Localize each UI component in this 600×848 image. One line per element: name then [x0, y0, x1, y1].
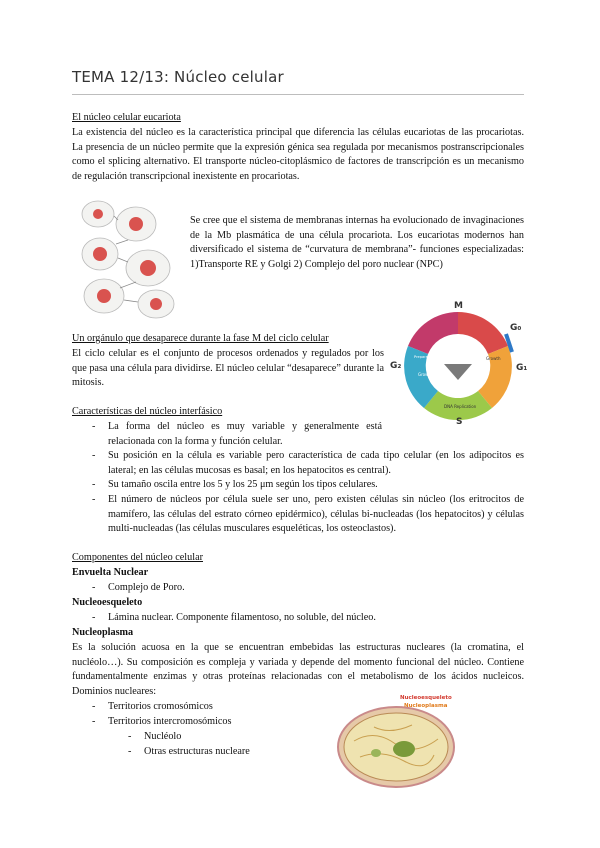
domain-item-interchromosomal: Territorios intercromosómicos — [108, 716, 232, 727]
nucleoskeleton-item: Lámina nuclear. Componente filamentoso, no soluble, del núcleo. — [108, 612, 376, 623]
subdomain-item-nucleolus: Nucléolo — [144, 731, 182, 742]
phase-s-label: S — [456, 417, 463, 426]
components-heading: Componentes del núcleo celular — [72, 552, 203, 563]
features-heading: Características del núcleo interfásico — [72, 406, 223, 417]
nucleoskeleton-figure-label: Nucleoesqueleto — [400, 695, 452, 701]
subdomain-item-other: Otras estructuras nucleare — [144, 746, 250, 757]
feature-item-position: Su posición en la célula es variable pero característica de cada tipo celular (en los adipocitos es lateral; en las células mucosas es basal; en los hepatocitos es central). — [108, 450, 524, 476]
phase-g0-label: G₀ — [510, 323, 522, 333]
growth-g2-text: Growth — [418, 372, 433, 377]
feature-item-number: El número de núcleos por célula suele ser uno, pero existen células sin núcleo (los eritrocitos de mamífero, las células del estrato córneo epidérmico), células bi-nucleadas (los hepatocitos) y células multi-nucleadas (las células musculares esqueléticas, los osteoclastos). — [108, 494, 524, 535]
cell-cycle-diagram — [388, 300, 528, 426]
nucleus-illustration — [334, 691, 464, 791]
phase-g2-label: G₂ — [390, 361, 402, 371]
nucleoskeleton-title: Nucleoesqueleto — [72, 597, 143, 608]
domain-item-chromosomal: Territorios cromosómicos — [108, 701, 213, 712]
cycle-heading: Un orgánulo que desaparece durante la fase M del ciclo celular — [72, 333, 329, 344]
envelope-item: Complejo de Poro. — [108, 582, 185, 593]
feature-item-size: Su tamaño oscila entre los 5 y los 25 μm según los tipos celulares. — [108, 479, 378, 490]
feature-item-shape: La forma del núcleo es muy variable y generalmente está relacionada con la forma y función celular. — [108, 421, 382, 447]
phase-g1-label: G₁ — [516, 363, 528, 373]
nucleoplasm-figure-label: Nucleoplasma — [404, 703, 448, 709]
membrane-evolution-illustration — [76, 196, 184, 321]
intro-paragraph: La existencia del núcleo es la característica principal que diferencia las células eucariotas de las procariotas. La presencia de un núcleo permite que la expresión génica sea regulada por mecanismos postranscripcionales como el splicing alternativo. El transporte núcleo-citoplásmico de factores de transcripción es un mecanismo de regulación transcripcional inexistente en procariotas. — [72, 127, 524, 182]
phase-m-label: M — [454, 301, 463, 311]
nucleoplasm-paragraph: Es la solución acuosa en la que se encuentran embebidas las estructuras nucleares (la cromatina, el nucléolo…). Su composición es compleja y variada y depende del momento funcional del núcleo. Contiene fundamentalmente enzimas y otras proteínas relacionadas con el metabolismo de los ácidos nucleicos. Dominios nucleares: — [72, 642, 524, 697]
growth-g1-text: Growth — [486, 356, 501, 361]
dna-replication-text: DNA Replication — [444, 404, 477, 409]
evolution-paragraph: Se cree que el sistema de membranas internas ha evolucionado de invaginaciones de la Mb plasmática de una célula procariota. Los eucariotas modernos han diversificado el sistema de “curvatura de membrana”- funciones especializadas: 1)Transporte RE y Golgi 2) Complejo del poro nuclear (NPC) — [190, 215, 524, 270]
title-divider — [72, 94, 524, 95]
page-title: TEMA 12/13: Núcleo celular — [72, 68, 284, 86]
cycle-paragraph: El ciclo celular es el conjunto de procesos ordenados y regulados por los que pasa una célula para dividirse. El núcleo celular “desaparece” durante la mitosis. — [72, 348, 384, 389]
intro-heading: El núcleo celular eucariota — [72, 112, 181, 123]
nucleoplasm-title: Nucleoplasma — [72, 627, 134, 638]
prep-mitosis-text: Preparation for Mitosis — [414, 355, 455, 359]
envelope-title: Envuelta Nuclear — [72, 567, 149, 578]
